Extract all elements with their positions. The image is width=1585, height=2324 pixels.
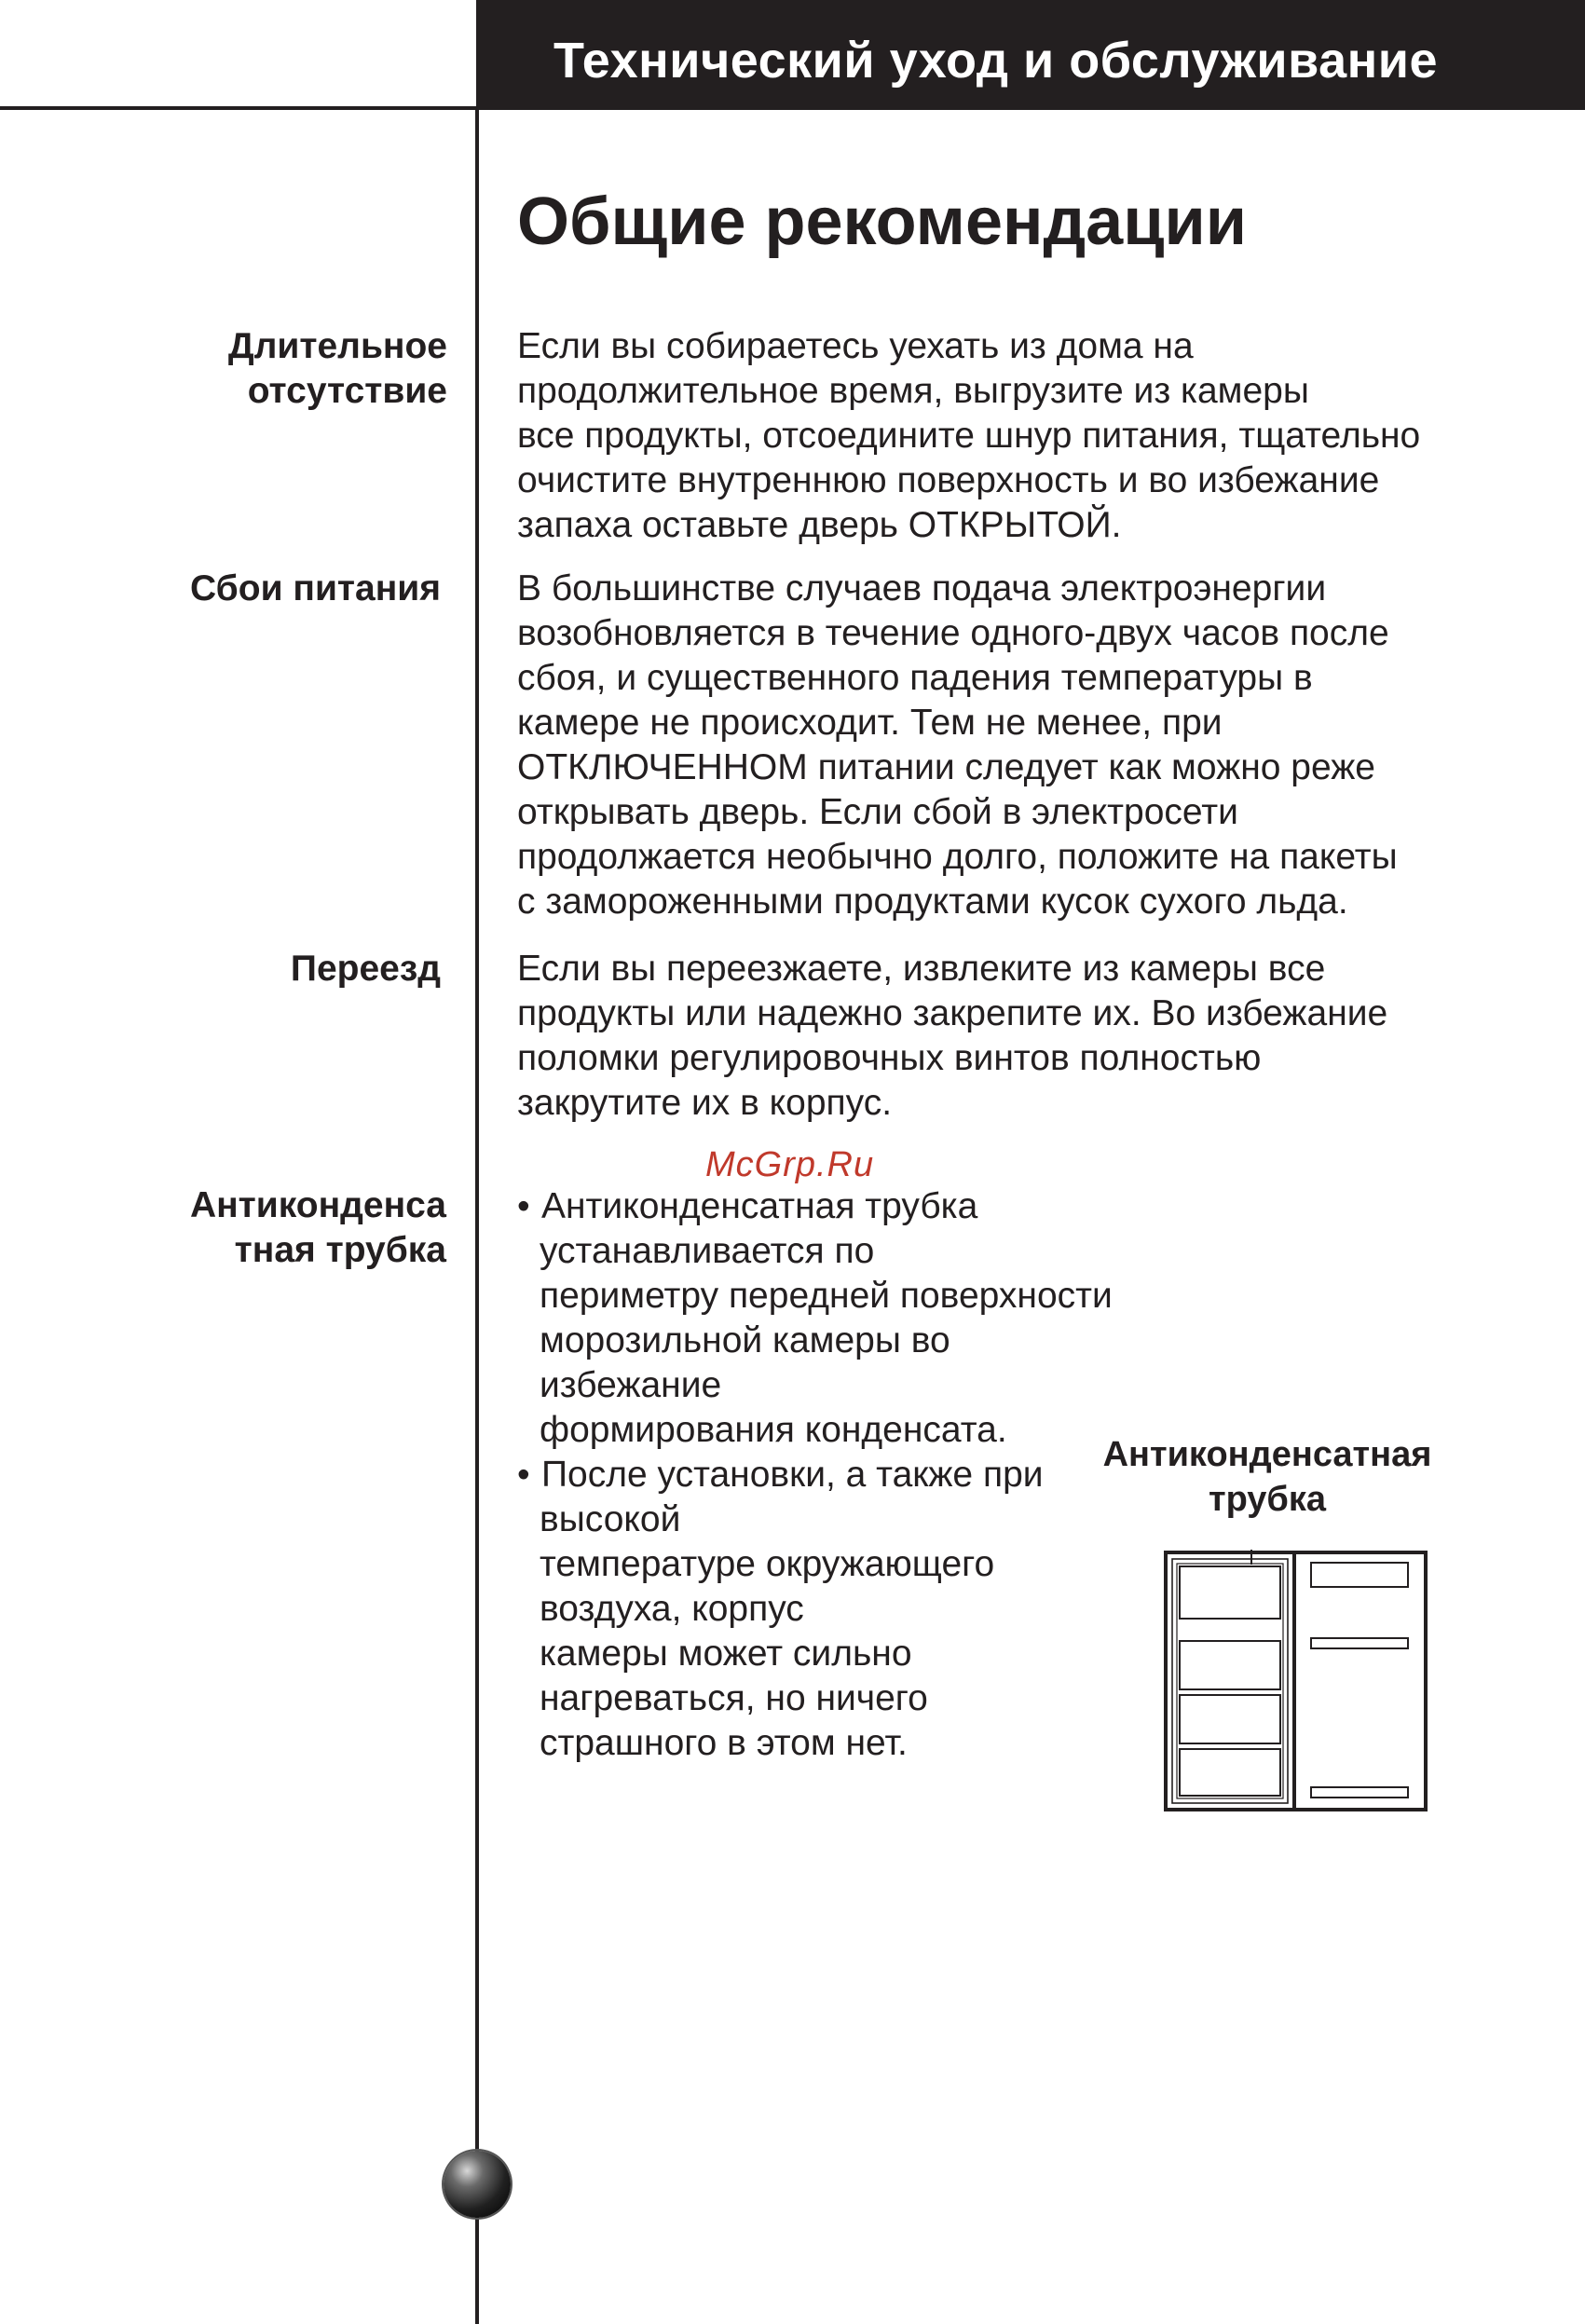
section-label-long-absence [228, 324, 447, 414]
body-line: запаха оставьте дверь ОТКРЫТОЙ. [517, 505, 1122, 545]
body-line: открывать дверь. Если сбой в электросети [517, 792, 1238, 832]
section-label-moving [291, 947, 441, 991]
margin-vertical-rule [475, 110, 479, 2324]
bullet-line: морозильной камеры во [540, 1320, 950, 1360]
body-line: все продукты, отсоедините шнур питания, тщательно [517, 416, 1421, 456]
page-title: Общие рекомендации [517, 185, 1247, 259]
body-line: камере не происходит. Тем не менее, при [517, 703, 1223, 743]
fridge-shelf [1311, 1638, 1408, 1648]
section-body-moving [517, 947, 1387, 1126]
bullet-marker: • [517, 1455, 530, 1495]
freezer-drawer [1180, 1566, 1280, 1619]
bullet-line: камеры может сильно [540, 1634, 912, 1674]
fridge-shelf [1311, 1787, 1408, 1798]
fridge-shelf [1311, 1563, 1408, 1587]
bullet-line: устанавливается по [540, 1231, 875, 1271]
bullet-line: воздуха, корпус [540, 1589, 804, 1629]
bullet-item [517, 1453, 1113, 1766]
figure-caption-line: Антиконденсатная [1102, 1435, 1432, 1474]
section-label-line: тная трубка [234, 1230, 446, 1270]
section-label-line: Антиконденса [189, 1185, 446, 1225]
body-line: Если вы собираетесь уехать из дома на [517, 326, 1194, 366]
bullet-line: периметру передней поверхности [540, 1276, 1113, 1316]
watermark: McGrp.Ru [705, 1145, 875, 1184]
body-line: В большинстве случаев подача электроэнергии [517, 568, 1327, 608]
bullet-line: Антиконденсатная трубка [541, 1186, 978, 1226]
freezer-drawer [1180, 1749, 1280, 1796]
fridge-diagram [1163, 1550, 1428, 1812]
freezer-drawer [1180, 1641, 1280, 1689]
header-title: Технический уход и обслуживание [553, 33, 1438, 89]
body-line: закрутите их в корпус. [517, 1083, 893, 1123]
bullet-marker: • [517, 1186, 530, 1226]
figure-caption-line: трубка [1208, 1480, 1327, 1519]
freezer-drawer [1180, 1695, 1280, 1743]
body-line: поломки регулировочных винтов полностью [517, 1038, 1262, 1078]
section-body-long-absence [517, 324, 1420, 548]
bullet-line: высокой [540, 1499, 681, 1539]
body-line: очистите внутреннюю поверхность и во избежание [517, 460, 1380, 500]
bullet-line: страшного в этом нет. [540, 1723, 908, 1763]
section-label-line: Переезд [290, 949, 441, 989]
body-line: продолжительное время, выгрузите из камеры [517, 371, 1309, 411]
freezer-inner-liner [1177, 1564, 1283, 1798]
section-label-power-failure [190, 567, 441, 611]
figure-caption [1081, 1432, 1454, 1522]
section-label-line: Длительное [227, 326, 447, 366]
section-label-anticondensation-pipe [190, 1183, 446, 1273]
body-line: сбоя, и существенного падения температуры в [517, 658, 1313, 698]
page-marker-dot [444, 2151, 511, 2218]
anticondensation-pipe [1172, 1559, 1288, 1803]
bullet-line: избежание [540, 1365, 722, 1405]
bullet-line: нагреваться, но ничего [540, 1678, 928, 1718]
body-line: продукты или надежно закрепите их. Во избежание [517, 993, 1388, 1033]
header-rule [0, 106, 476, 110]
body-line: возобновляется в течение одного-двух часов после [517, 613, 1389, 653]
bullet-list [517, 1184, 1113, 1766]
body-line: с замороженными продуктами кусок сухого льда. [517, 882, 1348, 922]
body-line: Если вы переезжаете, извлеките из камеры все [517, 949, 1326, 989]
section-body-power-failure [517, 567, 1398, 924]
body-line: ОТКЛЮЧЕННОМ питании следует как можно реже [517, 747, 1375, 787]
section-label-line: Сбои питания [190, 568, 441, 608]
bullet-line: формирования конденсата. [540, 1410, 1007, 1450]
bullet-line: температуре окружающего [540, 1544, 995, 1584]
bullet-item [517, 1184, 1113, 1453]
section-label-line: отсутствие [247, 371, 447, 411]
bullet-line: После установки, а также при [541, 1455, 1044, 1495]
body-line: продолжается необычно долго, положите на пакеты [517, 837, 1398, 877]
